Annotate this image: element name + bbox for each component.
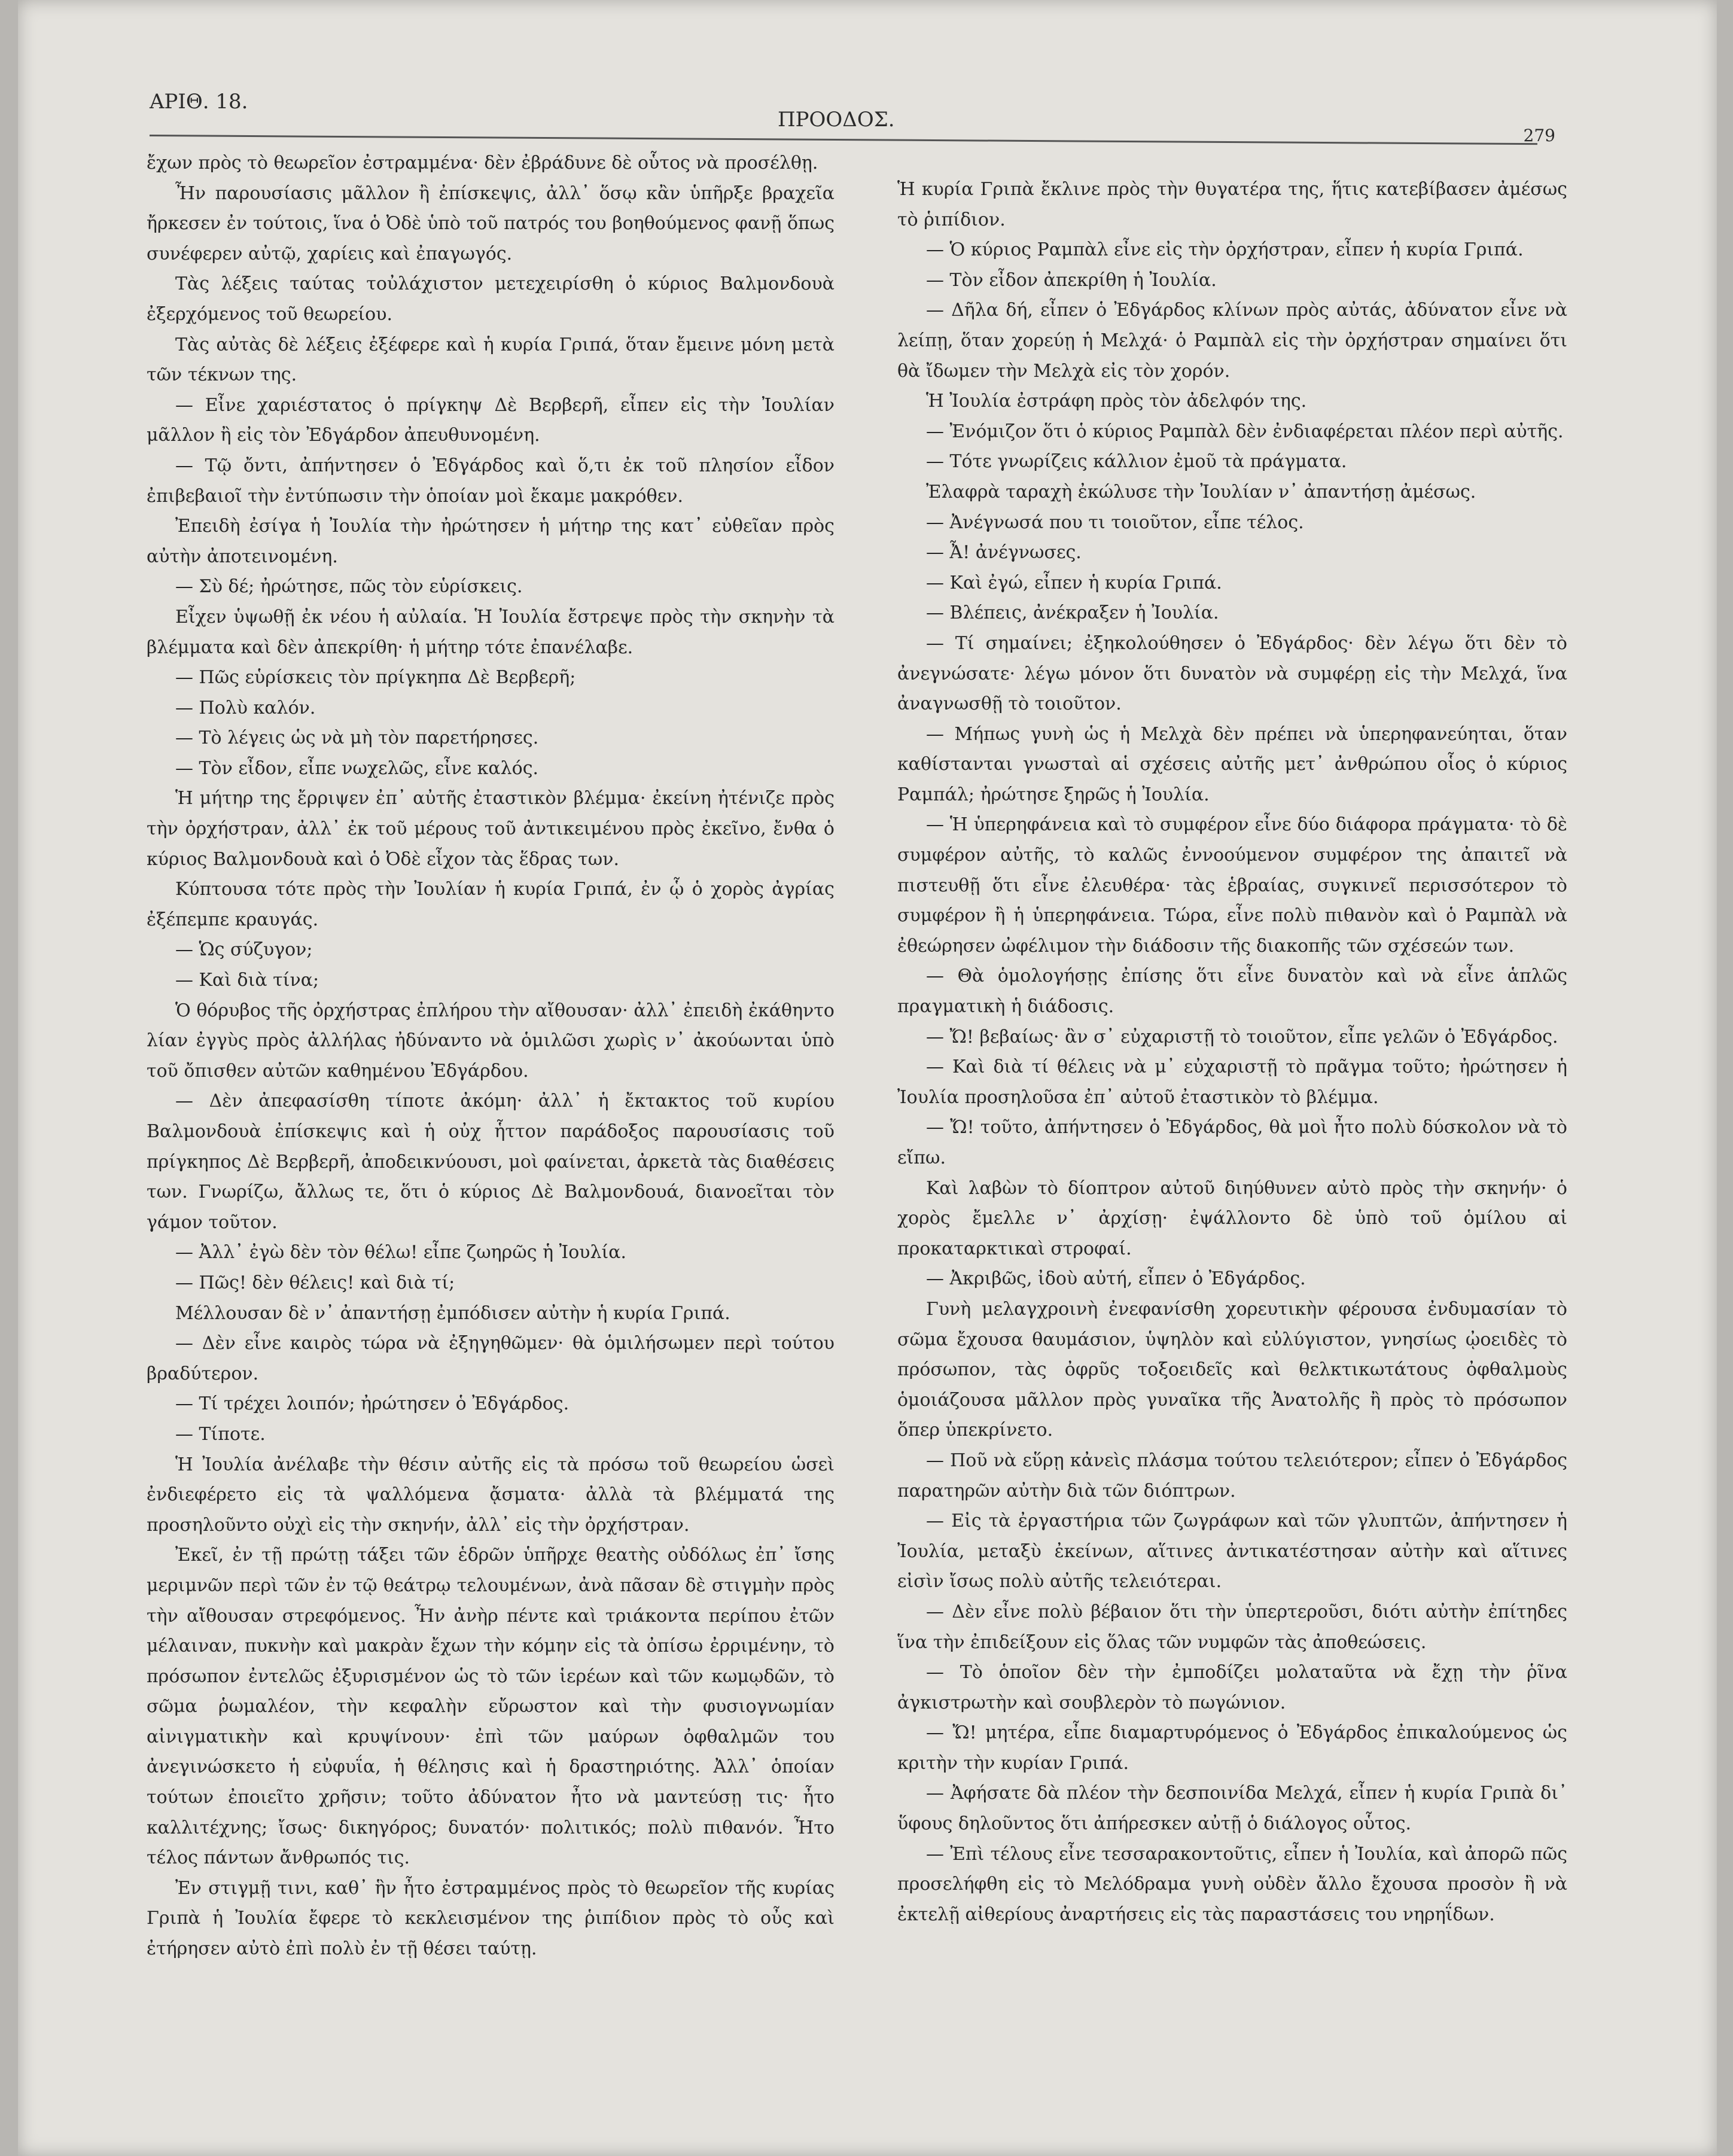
paragraph: — Τὸν εἶδον ἀπεκρίθη ἡ Ἰουλία. [926,269,1217,291]
paragraph: Ἐκεῖ, ἐν τῇ πρώτῃ τάξει τῶν ἑδρῶν ὑπῆρχε θεατὴς οὐδόλως ἐπ᾽ ἴσης μεριμνῶν περὶ τῶν ἐν τῷ θεάτρῳ τελουμένων, ἀνὰ πᾶσαν δὲ στιγμὴν πρὸς τὴν αἴθουσαν στρεφόμενος. Ἦν ἀνὴρ πέντε καὶ τριάκοντα περίπου ἐτῶν μέλαιναν, πυκνὴν καὶ μακρὰν ἔχων τὴν κόμην εἰς τὰ ὀπίσω ἐρριμένην, τὸ πρόσωπον ἐντελῶς ἐξυρισμένον ὡς τὸ τῶν ἱερέων καὶ τῶν κωμῳδῶν, τὸ σῶμα ῥωμαλέον, τὴν κεφαλὴν εὔρωστον καὶ τὴν φυσιογνωμίαν αἰνιγματικὴν καὶ κρυψίνουν· ἐπὶ τῶν μαύρων ὀφθαλμῶν του ἀνεγινώσκετο ἡ εὐφυΐα, ἡ θέλησις καὶ ἡ δραστηριότης. Ἀλλ᾽ ὁποίαν τούτων ἐποιεῖτο χρῆσιν; τοῦτο ἀδύνατον ἦτο νὰ μαντεύσῃ τις· ἦτο καλλιτέχνης; ἴσως· δικηγόρος; δυνατόν· πολιτικός; πολὺ πιθανόν. Ἦτο τέλος πάντων ἄνθρωπός τις. [147,1545,834,1869]
issue-number: ΑΡΙΘ. 18. [150,90,248,114]
left-column [147,148,834,1965]
paragraph: — Ὤ! τοῦτο, ἀπήντησεν ὁ Ἐδγάρδος, θὰ μοὶ ἦτο πολὺ δύσκολον νὰ τὸ εἴπω. [897,1117,1567,1168]
paragraph: — Εἰς τὰ ἐργαστήρια τῶν ζωγράφων καὶ τῶν γλυπτῶν, ἀπήντησεν ἡ Ἰουλία, μεταξὺ ἐκείνων, αἵτινες ἀντικατέστησαν αὐτὴν καὶ αἵτινες εἰσὶν ἴσως πολὺ αὐτῆς τελειότεραι. [897,1511,1567,1592]
paragraph: Κύπτουσα τότε πρὸς τὴν Ἰουλίαν ἡ κυρία Γριπά, ἐν ᾧ ὁ χορὸς ἀγρίας ἐξέπεμπε κραυγάς. [147,879,834,930]
paragraph: Γυνὴ μελαγχροινὴ ἐνεφανίσθη χορευτικὴν φέρουσα ἐνδυμασίαν τὸ σῶμα ἔχουσα θαυμάσιον, ὑψηλὸν καὶ εὐλύγιστον, γνησίως ᾠοειδὲς τὸ πρόσωπον, τὰς ὀφρῦς τοξοειδεῖς καὶ θελκτικωτάτους ὀφθαλμοὺς ὁμοιάζουσα μᾶλλον πρὸς γυναῖκα τῆς Ἀνατολῆς ἢ πρὸς τὸ πρόσωπον ὅπερ ὑπεκρίνετο. [897,1298,1567,1441]
paragraph: — Ὤ! μητέρα, εἶπε διαμαρτυρόμενος ὁ Ἐδγάρδος ἐπικαλούμενος ὡς κριτὴν τὴν κυρίαν Γριπά. [897,1722,1567,1774]
paragraph: — Τί σημαίνει; ἐξηκολούθησεν ὁ Ἐδγάρδος· δὲν λέγω ὅτι δὲν τὸ ἀνεγνώσατε· λέγω μόνον ὅτι δυνατὸν νὰ συμφέρῃ εἰς τὴν Μελχά, ἵνα ἀναγνωσθῇ τὸ τοιοῦτον. [897,632,1567,715]
paragraph: Ἡ μήτηρ της ἔρριψεν ἐπ᾽ αὐτῆς ἐταστικὸν βλέμμα· ἐκείνη ἠτένιζε πρὸς τὴν ὀρχήστραν, ἀλλ᾽ ἐκ τοῦ μέρους τοῦ ἀντικειμένου πρὸς ἐκεῖνο, ἔνθα ὁ κύριος Βαλμονδουὰ καὶ ὁ Ὀδὲ εἶχον τὰς ἕδρας των. [147,788,834,870]
paragraph: — Τίποτε. [175,1423,266,1445]
paragraph: Ἡ Ἰουλία ἀνέλαβε τὴν θέσιν αὐτῆς εἰς τὰ πρόσω τοῦ θεωρείου ὡσεὶ ἐνδιεφέρετο εἰς τὰ ψαλλόμενα ᾄσματα· ἀλλὰ τὰ βλέμματά της προσηλοῦντο οὐχὶ εἰς τὴν σκηνήν, ἀλλ᾽ εἰς τὴν ὀρχήστραν. [147,1454,834,1536]
paragraph: Ἡ Ἰουλία ἐστράφη πρὸς τὸν ἀδελφόν της. [926,391,1307,412]
paragraph: ἔχων πρὸς τὸ θεωρεῖον ἐστραμμένα· δὲν ἐβράδυνε δὲ οὗτος νὰ προσέλθῃ. [147,153,818,173]
paragraph: — Ἡ ὑπερηφάνεια καὶ τὸ συμφέρον εἶνε δύο διάφορα πράγματα· τὸ δὲ συμφέρον αὐτῆς, τὸ καλῶς ἐννοούμενον συμφέρον της ἀπαιτεῖ νὰ πιστευθῇ ὅτι εἶνε ἐλευθέρα· τὰς ἑβραίας, συγκινεῖ περισσότερον τὸ συμφέρον ἢ ἡ ὑπερηφάνεια. Τώρα, εἶνε πολὺ πιθανὸν καὶ ὁ Ραμπὰλ νὰ ἐθεώρησεν ὠφέλιμον τὴν διάδοσιν τῆς διακοπῆς τῶν σχέσεών των. [897,814,1567,957]
paragraph: — Θὰ ὁμολογήσῃς ἐπίσης ὅτι εἶνε δυνατὸν καὶ νὰ εἶνε ἁπλῶς πραγματικὴ ἡ διάδοσις. [897,966,1567,1018]
paragraph: — Τῷ ὄντι, ἀπήντησεν ὁ Ἐδγάρδος καὶ ὅ,τι ἐκ τοῦ πλησίον εἶδον ἐπιβεβαιοῖ τὴν ἐντύπωσιν τὴν ὁποίαν μοὶ ἔκαμε μακρόθεν. [147,455,834,507]
paragraph: — Καὶ διὰ τί θέλεις νὰ μ᾽ εὐχαριστῇ τὸ πρᾶγμα τοῦτο; ἠρώτησεν ἡ Ἰουλία προσηλοῦσα ἐπ᾽ αὐτοῦ ἐταστικὸν τὸ βλέμμα. [897,1056,1567,1108]
paragraph: — Ἀφήσατε δὰ πλέον τὴν δεσποινίδα Μελχά, εἶπεν ἡ κυρία Γριπὰ δι᾽ ὕφους δηλοῦντος ὅτι ἀπήρεσκεν αὐτῇ ὁ διάλογος οὗτος. [897,1783,1567,1835]
page-number: 279 [1523,126,1555,145]
paragraph: Ἡ κυρία Γριπὰ ἔκλινε πρὸς τὴν θυγατέρα της, ἥτις κατεβίβασεν ἀμέσως τὸ ῥιπίδιον. [897,179,1567,230]
paragraph: Ἐν στιγμῇ τινι, καθ᾽ ἣν ἦτο ἐστραμμένος πρὸς τὸ θεωρεῖον τῆς κυρίας Γριπὰ ἡ Ἰουλία ἔφερε τὸ κεκλεισμένον της ῥιπίδιον πρὸς τὸ οὖς καὶ ἐτήρησεν αὐτὸ ἐπὶ πολὺ ἐν τῇ θέσει ταύτῃ. [147,1877,834,1960]
paragraph: — Ὤ! βεβαίως· ἂν σ᾽ εὐχαριστῇ τὸ τοιοῦτον, εἶπε γελῶν ὁ Ἐδγάρδος. [926,1026,1558,1047]
paragraph: Ἐλαφρὰ ταραχὴ ἐκώλυσε τὴν Ἰουλίαν ν᾽ ἀπαντήσῃ ἀμέσως. [926,481,1476,503]
paragraph: — Ἐνόμιζον ὅτι ὁ κύριος Ραμπὰλ δὲν ἐνδιαφέρεται πλέον περὶ αὐτῆς. [926,421,1564,442]
paragraph: — Μήπως γυνὴ ὡς ἡ Μελχὰ δὲν πρέπει νὰ ὑπερηφανεύηται, ὅταν καθίστανται γνωσταὶ αἱ σχέσεις αὐτῆς μετ᾽ ἀνθρώπου οἷος ὁ κύριος Ραμπάλ; ἠρώτησε ξηρῶς ἡ Ἰουλία. [897,723,1567,805]
paragraph: — Ἀνέγνωσά που τι τοιοῦτον, εἶπε τέλος. [926,511,1304,533]
paragraph: Εἶχεν ὑψωθῇ ἐκ νέου ἡ αὐλαία. Ἡ Ἰουλία ἔστρεψε πρὸς τὴν σκηνὴν τὰ βλέμματα καὶ δὲν ἀπεκρίθη· ἡ μήτηρ τότε ἐπανέλαβε. [147,606,834,658]
paragraph: — Τὸ ὁποῖον δὲν τὴν ἐμποδίζει μολαταῦτα νὰ ἔχῃ τὴν ῥῖνα ἀγκιστρωτὴν καὶ σουβλερὸν τὸ πωγώνιον. [897,1662,1567,1713]
paragraph: — Δὲν ἀπεφασίσθη τίποτε ἀκόμη· ἀλλ᾽ ἡ ἔκτακτος τοῦ κυρίου Βαλμονδουὰ ἐπίσκεψις καὶ ἡ οὐχ ἧττον παράδοξος παρουσίασις τοῦ πρίγκηπος Δὲ Βερβερῆ, ἀποδεικνύουσι, μοὶ φαίνεται, ἀρκετὰ τὰς διαθέσεις των. Γνωρίζω, ἄλλως τε, ὅτι ὁ κύριος Δὲ Βαλμονδουά, διανοεῖται τὸν γάμον τοῦτον. [147,1091,834,1233]
paragraph: — Καὶ διὰ τίνα; [175,970,319,991]
paragraph: — Εἶνε χαριέστατος ὁ πρίγκηψ Δὲ Βερβερῆ, εἶπεν εἰς τὴν Ἰουλίαν μᾶλλον ἢ εἰς τὸν Ἐδγάρδον ἀπευθυνομένη. [147,394,834,446]
newspaper-page [18,0,1717,2156]
publication-title: ΠΡΟΟΔΟΣ. [778,108,895,132]
paragraph: Τὰς αὐτὰς δὲ λέξεις ἐξέφερε καὶ ἡ κυρία Γριπά, ὅταν ἔμεινε μόνη μετὰ τῶν τέκνων της. [147,334,834,386]
paragraph: — Ποῦ νὰ εὕρῃ κἀνεὶς πλάσμα τούτου τελειότερον; εἶπεν ὁ Ἐδγάρδος παρατηρῶν αὐτὴν διὰ τῶν διόπτρων. [897,1449,1567,1502]
paragraph: Καὶ λαβὼν τὸ δίοπτρον αὐτοῦ διηύθυνεν αὐτὸ πρὸς τὴν σκηνήν· ὁ χορὸς ἔμελλε ν᾽ ἀρχίσῃ· ἐψάλλοντο δὲ ὑπὸ τοῦ ὁμίλου αἱ προκαταρκτικαὶ στροφαί. [897,1177,1567,1259]
paragraph: Τὰς λέξεις ταύτας τοὐλάχιστον μετεχειρίσθη ὁ κύριος Βαλμονδουὰ ἐξερχόμενος τοῦ θεωρείου. [147,273,834,325]
paragraph: — Ὡς σύζυγον; [175,939,313,961]
paragraph: Ὁ θόρυβος τῆς ὀρχήστρας ἐπλήρου τὴν αἴθουσαν· ἀλλ᾽ ἐπειδὴ ἐκάθηντο λίαν ἐγγὺς πρὸς ἀλλήλας ἠδύναντο νὰ ὁμιλῶσι χωρὶς ν᾽ ἀκούωνται ὑπὸ τοῦ ὄπισθεν αὐτῶν καθημένου Ἐδγάρδου. [147,1000,834,1082]
right-column [897,175,1567,1930]
paragraph: — Δὲν εἶνε πολὺ βέβαιον ὅτι τὴν ὑπερτεροῦσι, διότι αὐτὴν ἐπίτηδες ἵνα τὴν ἐπιδείξουν εἰς ὅλας τῶν νυμφῶν τὰς ἀποθεώσεις. [897,1601,1567,1653]
paragraph: — Ὁ κύριος Ραμπὰλ εἶνε εἰς τὴν ὀρχήστραν, εἶπεν ἡ κυρία Γριπά. [926,239,1524,261]
paragraph: — Τὸν εἶδον, εἶπε νωχελῶς, εἶνε καλός. [175,757,539,779]
paragraph: — Πολὺ καλόν. [175,697,316,718]
paragraph: — Ἆ! ἀνέγνωσες. [926,542,1082,564]
paragraph: — Ἀκριβῶς, ἰδοὺ αὐτή, εἶπεν ὁ Ἐδγάρδος. [926,1268,1306,1290]
paragraph: — Σὺ δέ; ἠρώτησε, πῶς τὸν εὑρίσκεις. [175,576,523,598]
paragraph: — Τότε γνωρίζεις κάλλιον ἐμοῦ τὰ πράγματα. [926,451,1347,473]
paragraph: — Δῆλα δή, εἶπεν ὁ Ἐδγάρδος κλίνων πρὸς αὐτάς, ἀδύνατον εἶνε νὰ λείπῃ, ὅταν χορεύῃ ἡ Μελχά· ὁ Ραμπὰλ εἰς τὴν ὀρχήστραν σημαίνει ὅτι θὰ ἴδωμεν τὴν Μελχὰ εἰς τὸν χορόν. [897,300,1567,382]
paragraph: — Ἐπὶ τέλους εἶνε τεσσαρακοντοῦτις, εἶπεν ἡ Ἰουλία, καὶ ἀπορῶ πῶς προσελήφθη εἰς τὸ Μελόδραμα γυνὴ οὐδὲν ἄλλο ἔχουσα προσὸν ἢ νὰ ἐκτελῇ αἰθερίους ἀναρτήσεις εἰς τὰς παραστάσεις του νηρηΐδων. [897,1843,1567,1925]
paragraph: Μέλλουσαν δὲ ν᾽ ἀπαντήσῃ ἐμπόδισεν αὐτὴν ἡ κυρία Γριπά. [175,1302,730,1324]
paragraph: — Τὸ λέγεις ὡς νὰ μὴ τὸν παρετήρησες. [175,727,539,749]
paragraph: — Πῶς εὑρίσκεις τὸν πρίγκηπα Δὲ Βερβερῆ; [175,667,576,689]
paragraph: Ἦν παρουσίασις μᾶλλον ἢ ἐπίσκεψις, ἀλλ᾽ ὅσῳ κἂν ὑπῆρξε βραχεῖα ἤρκεσεν ἐν τούτοις, ἵνα ὁ Ὀδὲ ὑπὸ τοῦ πατρός του βοηθούμενος φανῇ ὅπως συνέφερεν αὐτῷ, χαρίεις καὶ ἐπαγωγός. [147,182,834,264]
paragraph: — Τί τρέχει λοιπόν; ἠρώτησεν ὁ Ἐδγάρδος. [175,1393,569,1415]
paragraph: — Δὲν εἶνε καιρὸς τώρα νὰ ἐξηγηθῶμεν· θὰ ὁμιλήσωμεν περὶ τούτου βραδύτερον. [147,1333,834,1384]
paragraph: — Βλέπεις, ἀνέκραξεν ἡ Ἰουλία. [926,602,1219,624]
paragraph: — Πῶς! δὲν θέλεις! καὶ διὰ τί; [175,1272,455,1293]
paragraph: — Καὶ ἐγώ, εἶπεν ἡ κυρία Γριπά. [926,572,1222,593]
paragraph: Ἐπειδὴ ἐσίγα ἡ Ἰουλία τὴν ἠρώτησεν ἡ μήτηρ της κατ᾽ εὐθεῖαν πρὸς αὐτὴν ἀποτεινομένη. [147,516,834,567]
paragraph: — Ἀλλ᾽ ἐγὼ δὲν τὸν θέλω! εἶπε ζωηρῶς ἡ Ἰουλία. [175,1242,627,1263]
page-header [150,90,1555,145]
